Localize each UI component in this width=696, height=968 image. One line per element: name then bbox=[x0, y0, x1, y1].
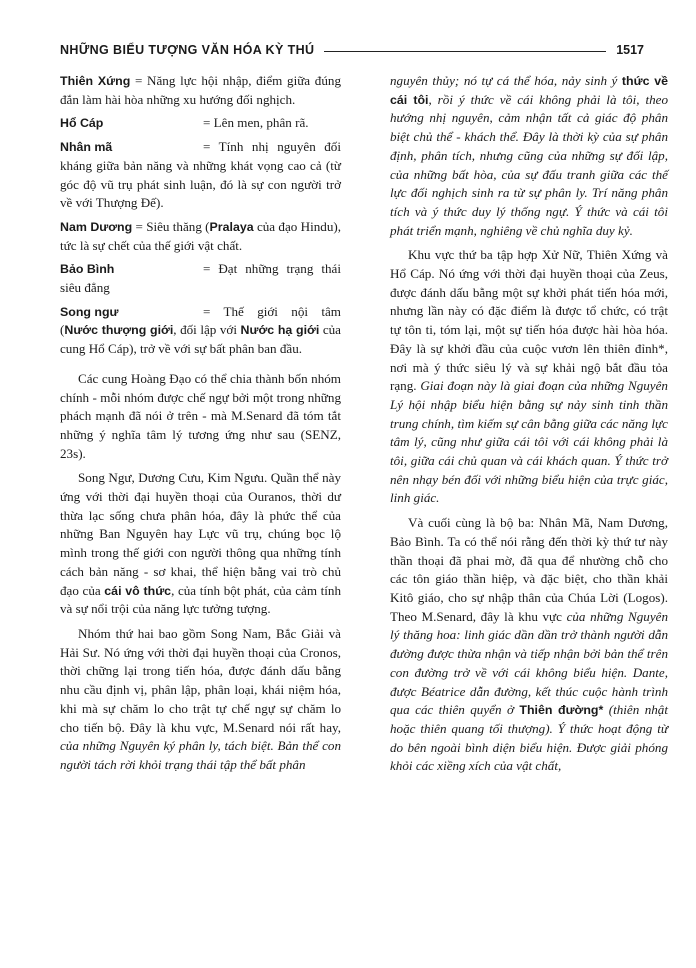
sign-term: Nam Dương bbox=[60, 219, 133, 234]
paradise-term: Thiên đường* bbox=[519, 703, 604, 718]
zodiac-entry-thien-xung bbox=[60, 72, 341, 109]
entry-text: = Lên men, phân rã. bbox=[203, 115, 309, 131]
paragraph-text: Và cuối cùng là bộ ba: Nhân Mã, Nam Dương, Bảo Bình. Ta có thể nói rằng đến thời kỳ thứ tư này thần thoại đã phai mờ, đã qua để nhường chỗ cho các tôn giáo thần hiệp, và đặc biệt, cho thần khải Kitô giáo, cho sự nhập thân của Chúa Lời (Logos). Theo M.Senard, đây là khu vực bbox=[390, 515, 668, 624]
entry-text: = Năng lực hội nhập, điểm giữa đúng đắn làm hài hòa những xu hướng đối nghịch. bbox=[60, 73, 341, 107]
upper-waters-term: Nước thượng giới bbox=[64, 323, 174, 338]
left-column bbox=[60, 72, 341, 775]
page-number: 1517 bbox=[616, 43, 644, 57]
paragraph-text: , của tính bột phát, của cảm tính và sự nổi trội của năng lực tưởng tượng. bbox=[60, 582, 341, 617]
lower-waters-term: Nước hạ giới bbox=[240, 323, 320, 338]
entry-text: của cung Hổ Cáp), trở về với sự bất phân ban đầu. bbox=[60, 322, 341, 357]
zodiac-entry-bao-binh bbox=[60, 260, 341, 297]
pralaya-term: Pralaya bbox=[209, 219, 254, 234]
paragraph-continued bbox=[390, 72, 668, 240]
paragraph-italic-text: Giai đoạn này là giai đoạn của những Nguyên Lý hội nhập biểu hiện bằng sự nảy sinh tinh thần trung chính, tìm kiếm sự cân bằng giữa các năng lực tâm lý, cũng như giữa cái tôi với cái không phải là tôi, giữa cái chủ quan và cái khách quan. Ý thức trở nên nhạy bén đối với những biểu hiện của trực giác, linh giác. bbox=[390, 378, 668, 506]
sign-term: Thiên Xứng bbox=[60, 74, 131, 88]
entry-text: = Tính nhị nguyên đối kháng giữa bản năng và những khát vọng cao cả (từ góc độ vũ trụ phát sinh luận, đó là sự con người trở về với Thượng Đế). bbox=[60, 139, 341, 211]
paragraph-second-group bbox=[60, 625, 341, 775]
entry-text: của đạo Hindu), tức là sự chết của thế giới vật chất. bbox=[60, 218, 341, 253]
sign-term: Bảo Bình bbox=[60, 262, 115, 277]
paragraph-third-group bbox=[390, 246, 668, 508]
entry-text: , đối lập với bbox=[173, 322, 241, 338]
running-title: NHỮNG BIỂU TƯỢNG VĂN HÓA KỲ THÚ bbox=[60, 43, 315, 57]
unconscious-term: cái vô thức bbox=[104, 583, 172, 598]
entry-text: = Siêu thăng ( bbox=[132, 218, 210, 234]
zodiac-entry-ho-cap bbox=[60, 114, 341, 133]
entry-text: = Thế giới nội tâm ( bbox=[60, 303, 341, 338]
paragraph-text: Khu vực thứ ba tập hợp Xử Nữ, Thiên Xứng và Hổ Cáp. Nó ứng với thời đại huyền thoại của Zeus, được đánh dấu bằng một sự khởi phát tiến hóa mới, nhưng lần này có đặc điểm là được tổ chức, có trật tự tôn ti, tóm lại, một sự tiến hóa được hài hòa hóa. Đây là sự khởi đầu của cuộc vươn lên thiên đỉnh*, nơi mà ý thức siêu lý và sự khải ngộ bắt đầu tỏa rạng. bbox=[390, 247, 668, 394]
paragraph-italic-text: của những Nguyên lý thăng hoa: linh giác dần dần trở thành người dẫn đường được thừa nhận và tiếp nhận bởi bản thể trên con đường trở về với cái không biểu hiện. Dante, được Béatrice dẫn đường, kết thúc cuộc hành trình qua các thiên quyển ở bbox=[390, 608, 669, 718]
zodiac-entry-nam-duong bbox=[60, 218, 341, 255]
zodiac-entry-song-ngu bbox=[60, 303, 341, 359]
self-awareness-term: thức về cái tôi bbox=[390, 74, 668, 107]
entry-text: = Đạt những trạng thái siêu đẳng bbox=[60, 261, 341, 296]
header-rule bbox=[324, 51, 606, 52]
paragraph-first-group bbox=[60, 469, 341, 619]
sign-term: Song ngư bbox=[60, 304, 119, 319]
right-column bbox=[390, 72, 668, 776]
running-header bbox=[60, 40, 644, 60]
paragraph-italic-text: của những Nguyên ký phân ly, tách biệt. Bản thể con người tách rời khỏi trạng thái tập thể bất phân bbox=[60, 738, 341, 772]
paragraph-text: Nhóm thứ hai bao gồm Song Nam, Bắc Giải và Hải Sư. Nó ứng với thời đại huyền thoại của Cronos, thời chững lại trong tiến hóa, được đánh dấu bằng nhu cầu định vị, phân lập, phân loại, khái niệm hóa, khi mà sự chăm lo cho trật tự chế ngự sự chăm lo cho tiến bộ. Đây là khu vực, M.Senard nói rất hay, bbox=[60, 625, 341, 735]
paragraph-italic-text: nguyên thủy; nó tự cá thể hóa, nảy sinh ý bbox=[390, 73, 622, 88]
paragraph-text: Song Ngư, Dương Cưu, Kim Ngưu. Quần thể này ứng với thời đại huyền thoại của Ouranos, thời dư thừa lạc sống chưa phân hóa, đây là phức thể của những Ban Nguyên hay Lực vũ trụ, chúng bọc lộ mình trong thế giới con người thông qua những tính cách bản năng - sơ khai, thể hiện bằng vai trò chủ đạo của bbox=[60, 470, 341, 598]
paragraph-italic-text: , rồi ý thức về cái không phải là tôi, theo hướng nhị nguyên, cảm nhận tất cả giác độ phân biệt chủ thể - khách thể. Đây là thời kỳ của sự phân định, phân tích, nhưng cũng của những sự đối lập, của những bất hòa, của sự đấu tranh giữa các thế lực đối nghịch sinh ra từ sự phân ly. Trí năng phân tích và ý thức duy lý thống ngự. Ý thức và cái tôi phát triển mạnh, nghiêng về chủ nghĩa duy kỷ. bbox=[390, 91, 668, 238]
paragraph-zodiac-groups: Các cung Hoàng Đạo có thể chia thành bốn nhóm chính - mỗi nhóm được chế ngự bởi một trong những phách mạnh đã nói ở trên - mà M.Senard đã tóm tắt những ý nghĩa tâm lý tương ứng như sau (SENZ, 23s). bbox=[60, 370, 341, 461]
sign-term: Hổ Cáp bbox=[60, 116, 104, 131]
zodiac-entry-nhan-ma bbox=[60, 138, 341, 213]
paragraph-fourth-group bbox=[390, 514, 668, 776]
paragraph-italic-text: (thiên nhật hoặc thiên quang tối thượng). Ý thức hoạt động từ do bên ngoài bình diện biểu hiện. Được giải phóng khỏi các xiềng xích của vật chất, bbox=[390, 702, 668, 774]
sign-term: Nhân mã bbox=[60, 140, 113, 155]
